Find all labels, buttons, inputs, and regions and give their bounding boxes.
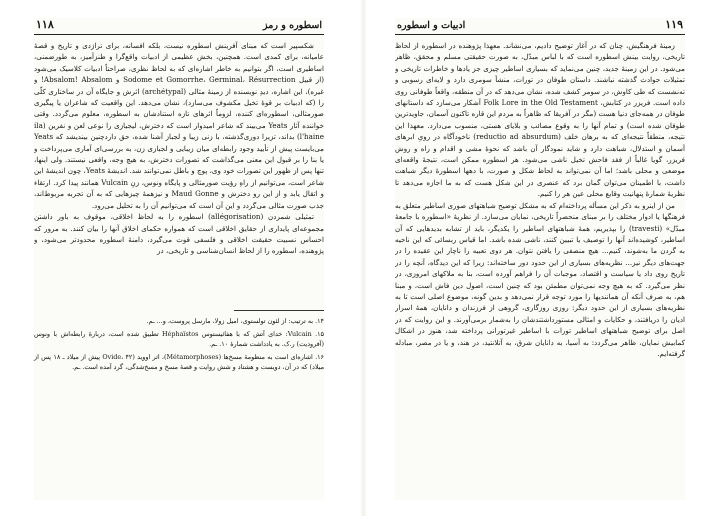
left-page: [34, 18, 324, 500]
page-number: ۱۱۹: [665, 18, 683, 31]
paragraph: شکسپیر است که مبنای آفرینش اسطوره نیست، بلکه افسانه، برای تراژدی و تاریخ و قصهٔ عامیانه، برای کمدی است. همچنین، بخش عظیمی از ادبیات واقع‌گرا و طنزآمیز، به طورضمنی، اساطیری است، اگر بتوانیم به خاطر اشاره‌ای که به لحاظ نظری، صراحتاً ادبیات کلاسیک می‌شود (از قبیل Sodome et Gomorrhe، Germinal، Résurrection و Absalom! Absalom! و غیره)، این اشاره، دیدِ نویسنده از زمینهٔ مثالی (archétypal) اثرش و جایگاه آن در ساختاری کلّی را (که ادبیات بر قوهٔ تخیل مکشوف می‌سازد)، نشان می‌دهد. این واقعیت که شاعران یا پیگیری صورمثالی، اسطوره‌ای کننده، لزوماً اثرهای تازه استنادشان به اسطوره، معلوم می‌گردد. وقتی خواننده آثار Yeats می‌بیند که شاعر امیدوار است که دخترش، لیجیازی را نوعی لعن و نفرین (ila l'haine) بداند، تزیرا دوری‌گذشته، با زنی زیبا و لجباز آشنا شده، حق داردچنین بیندیشد که Yeats می‌بایست پیش از تأیید وجود رابطه‌ای میان زیبایی و لجبازی زن، به بررسی‌ای آماری می‌پرداخت و یا بنا را بر قبول این معنی می‌گذاشت که تصورات دخترش، به هیچ وجه، واقعی نیستند. ولی اینها، تنها پس از ظهور این تصورات خود وی، پوچ و باطل نمی‌توانند شد. اندیشهٔ Yeats، چون اندیشهٔ این شاعر است، می‌توانیم از راهِ رؤیت صورمثالی و پایگاه ونوس، زنِ Vulcain همانند پیدا کرد. ارتقاء و اتقال یابد و از این رو دخترش و Maud Gonne و نیزهمهٔ چیزهایی که به آن تجربه مربوط‌اند، جذب صورت مثالی می‌گردد و این آن است که می‌توانیم آن را به تحلیل می‌رود.: [34, 41, 324, 210]
page-number: ۱۱۸: [36, 18, 54, 31]
right-page-header: [395, 18, 685, 34]
footnote: ۱۵. Vulcain: خدای آتش که با هفائیستوس Héphaïstos تطبیق شده است، درباره‌ٔ رابطه‌اش با ونوس (آفرودیت) ر.ک. به یادداشت شمارهٔ ۱۰. ـم.: [34, 329, 324, 349]
paragraph: زمینهٔ فرهنگیش، چنان که در آغاز توضیح دادیم، می‌نشاند. معهذا پژوهنده در اسطوره از لحاظ تاریخی، روایت بینش اسطوره است که با لباس مبدّل، به صورت حقیقتی مسلم و محقق، ظاهر می‌شود. در این زمینهٔ جدید، چنین می‌نماید که بسیاری اساطیر چیزی جز یادها و خاطرات تاریخی و تمثیلات حوادث گذشته نباشند. داستان طوفان در تورات، منشأ سومری دارد و لایه‌ای رسوبی و ته‌نشست که طی کاوش، در سومر کشف شده، نشان می‌دهد که در آن منطقه، واقعاً طوفانی روی داده است. فریزر در کتابش، Folk Lore in the Old Testament آشکار می‌سازد که داستانهای طوفان در همه‌جای دنیا هست (مگر در آفریقا که ظاهراً به مردم این قاره تاکنون آسمان، جاویدترین طوفان شده است) و تمام آنها را به وقوع مصائب و بلایای هستی، منسوب می‌دارد. معهذا این نتیجه، منطقاً نتیجه‌ای که به برهان خلف (reductio ad absurdum) ناخودآگاه در رویِ ابرهای آسمان و استدلال، شباهت دارد و شاید نمودگار آن باشد که نحوهٔ مشی و اقدام و راه و روش فریزر، گویا غالباً از فقد فاحش تخیل ناشی می‌شود. هر اسطوره ممکن است، نتیجهٔ واقعه‌ای موضعی و محلی باشد؛ اما آن نمی‌تواند به لحاظ شکل و صورت، با دهها اسطورهٔ دیگر شباهت داشت، با اطمینان می‌توان گمان برد که عنصری در این شکل هست که به ما اجازه می‌دهد تا نظریهٔ شمارهٔ پنهانیت وقایع محلی عین هر را کنیم.: [395, 41, 685, 199]
right-page: [395, 18, 685, 500]
body-text: [34, 40, 324, 298]
body-text: [395, 40, 685, 452]
footnote: ۱۴. به ترتیب: از لئون تولستوی، امیل زولا، مارسل پروست، و... ـم.: [146, 317, 324, 325]
header-rule: [34, 34, 324, 35]
header-rule: [395, 34, 685, 35]
running-header-title: ادبیات و اسطوره: [397, 20, 466, 31]
footnote-separator: [234, 310, 324, 311]
book-gutter: [360, 0, 367, 516]
paragraph: من از اینرو به ذکر این مسأله پرداخته‌ام که به مشکل توضیح شباهتهای صوری اساطیر متعلق به فرهنگها یا ادوار مختلف را بر مبنای منحصراً تاریخی، نمایان می‌سازد. از نظریهٔ «اسطوره با جامعهٔ مبدّل» (travesti) را بپذیریم، همهٔ شباهتهای اساطیر را یکدیگر، باید از تشابه بدیدهایی که آن اساطیر، کوشیده‌اند آنها را توصیف یا تبیین کنند، ناشی شده باشد. اما قیاس ربسائی که این ناحیه به گردن ما به‌شوند، کنیم... هیچ منصفی را یافتن نتوان. هر دوی تعبیه را ناچار این عقیده را در جهت‌های دیگر نیز... نظریه‌های بسیاری از این حدود دور ساخته‌اند: زیرا که این دیدگاه، آنچه را در تاریخ روی داد یا سیاست و اقتصاد، موجبات آن را فراهم آورده است، بنا به ملاکهای امروزی، در نظر می‌گیرد. که به هیچ وجه نمی‌توان مطمئن بود که چنین است، اصول دین فاش است، و مبنا هم، به صرف آنکه آن همانندیها را مورد توجه قرار نمی‌دهد و بدین گونه، موضوع اصلی است تا به نظریه‌های بسیاری از این حدود دیگر: روزی روزگاری، گروهی از فرزندان و دانایان، همهٔ اسرار ادیان را دریافتند، و حکایات و امثالی مستورداشتندشان را به‌شمار برمی‌آورند. و این روایت که در اصل برای توضیح شباهتهای اساطیر تورات با اساطیر غیرتورانی پرداخته شد، هنوز در اشکال کمابیش نمایان، ظاهر می‌گردد: به آسیا، به دانایان شرق، به آتلانتید، در هند، و یا در مصر، مبادله گرفته‌ایم.: [395, 200, 685, 358]
running-header-title: اسطوره و رمز: [263, 20, 322, 31]
paragraph: تمثیلی شمردن (allégorisation) اسطوره را به لحاظ اخلاقی، موقوف به باور داشتن مجموعه‌ای پایداری از حقایق اخلاقی است که همواره حکمای اخلاق آنها را بیان کنند. به مرور که احساس نسبیت حقیقت اخلاقی و فلسفی قوت می‌گیرد، دامنهٔ اسطوره محدودتر می‌شود، و پژوهنده، اسطوره را از لحاظ انسان‌شناسی و تاریخی، در: [34, 212, 324, 256]
footnote: ۱۶. اشاره‌ای است به منظومهٔ مسخ‌ها (Métamorphoses)، اثر اووید (Ovide، ۴۲ پیش از میلاد ـ ۱۸ پس از میلاد) که در آن، دویست و هشتاد و شش روایت و قصهٔ مسخ و مسخ‌شدگی، گرد آمده است. ـم.: [34, 352, 324, 372]
left-page-header: [34, 18, 324, 34]
footnotes: [34, 316, 324, 373]
